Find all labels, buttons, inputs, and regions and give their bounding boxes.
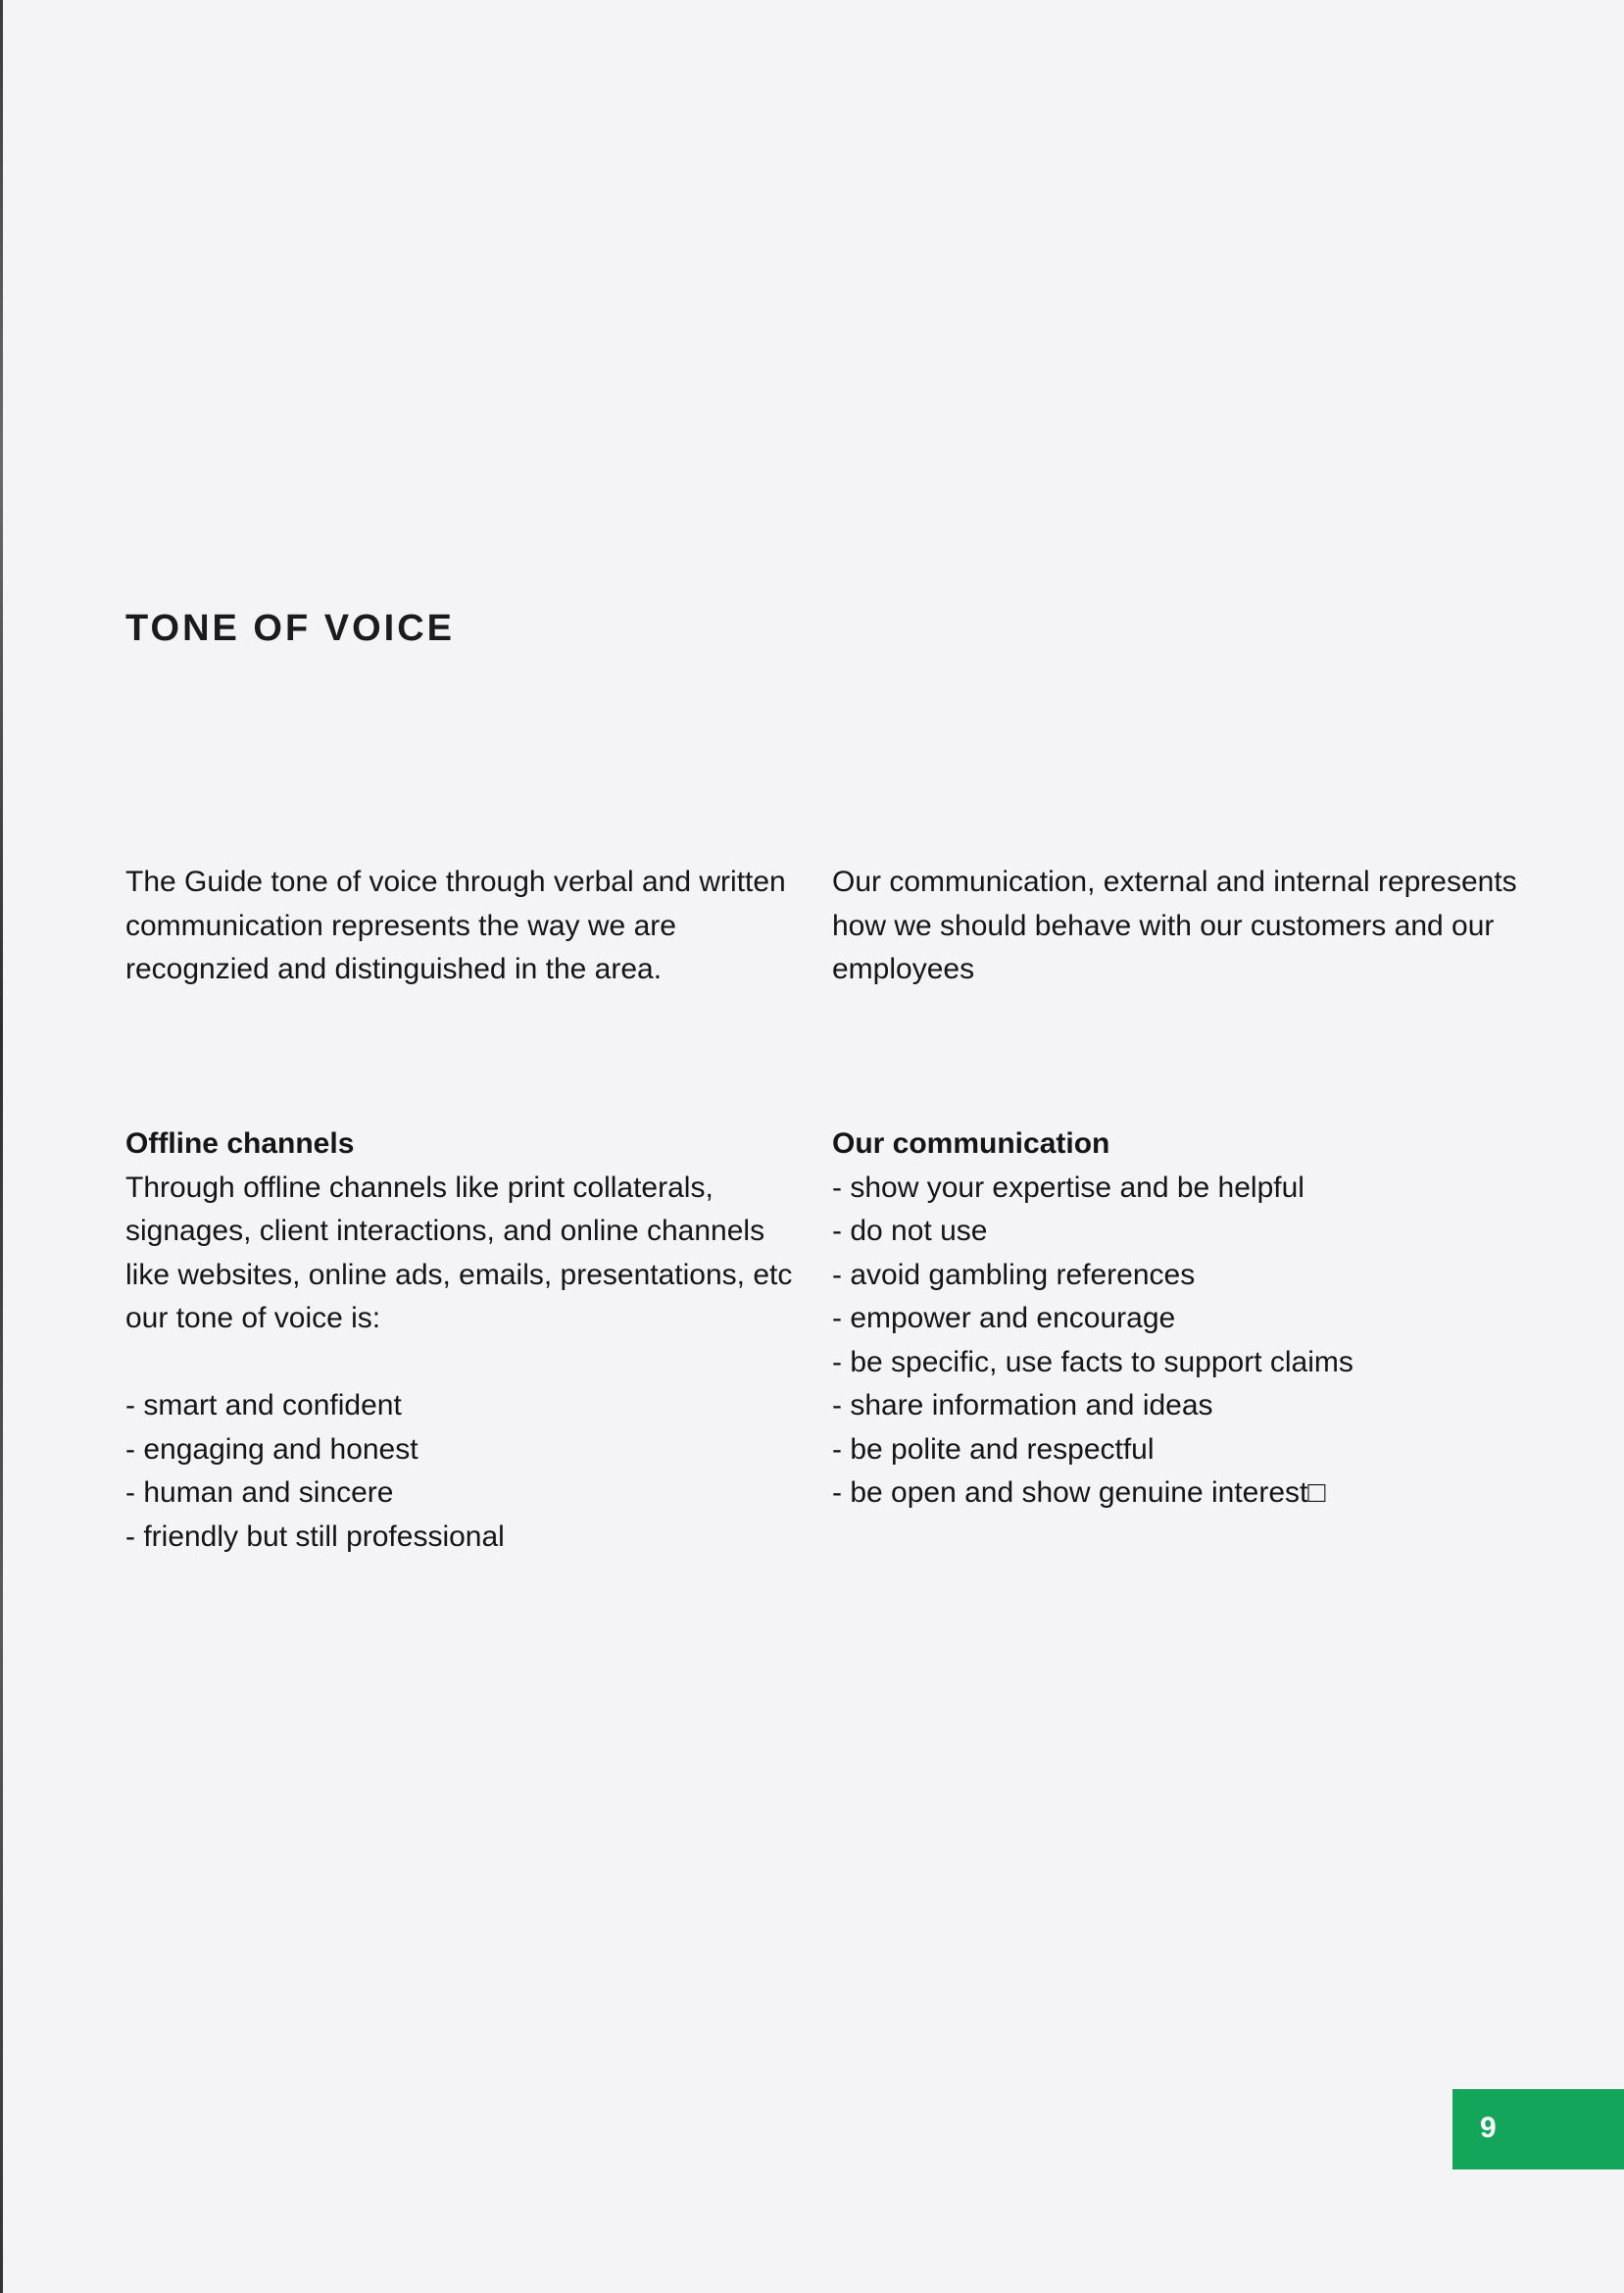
page-left-edge <box>0 0 3 2293</box>
tone-list-item: - engaging and honest <box>125 1432 418 1466</box>
spacer <box>125 1341 812 1385</box>
page-title: TONE OF VOICE <box>125 608 456 649</box>
offline-channels-heading: Offline channels <box>125 1127 355 1160</box>
offline-channels-paragraph: Through offline channels like print collaterals, signages, client interactions, and online channels like websites, online ads, emails, presentations, etc our tone of voice is: <box>125 1171 793 1334</box>
tone-list-item: - smart and confident <box>125 1389 402 1421</box>
intro-right-column <box>832 861 1518 992</box>
tone-list <box>125 1384 812 1559</box>
intro-left-column <box>125 861 812 992</box>
our-communication-section <box>832 1122 1518 1516</box>
tone-list-item: - human and sincere <box>125 1476 394 1509</box>
communication-list-item: - be polite and respectful <box>832 1432 1155 1466</box>
page-number: 9 <box>1480 2112 1497 2144</box>
communication-list-item: - do not use <box>832 1215 988 1247</box>
communication-list-item: - be specific, use facts to support claims <box>832 1345 1353 1378</box>
tone-list-item: - friendly but still professional <box>125 1520 505 1553</box>
our-communication-heading: Our communication <box>832 1127 1110 1160</box>
communication-list-item: - be open and show genuine interest□ <box>832 1476 1326 1509</box>
page-number-tab <box>1452 2089 1624 2169</box>
communication-list-item: - share information and ideas <box>832 1389 1213 1421</box>
intro-right-text: Our communication, external and internal represents how we should behave with our customers and our employees <box>832 866 1517 985</box>
offline-channels-section <box>125 1122 812 1559</box>
communication-list-item: - show your expertise and be helpful <box>832 1171 1304 1204</box>
communication-list-item: - empower and encourage <box>832 1302 1176 1334</box>
communication-list <box>832 1167 1518 1516</box>
communication-list-item: - avoid gambling references <box>832 1258 1196 1291</box>
intro-left-text: The Guide tone of voice through verbal and written communication represents the way we are recognzied and distinguished in the area. <box>125 866 786 985</box>
